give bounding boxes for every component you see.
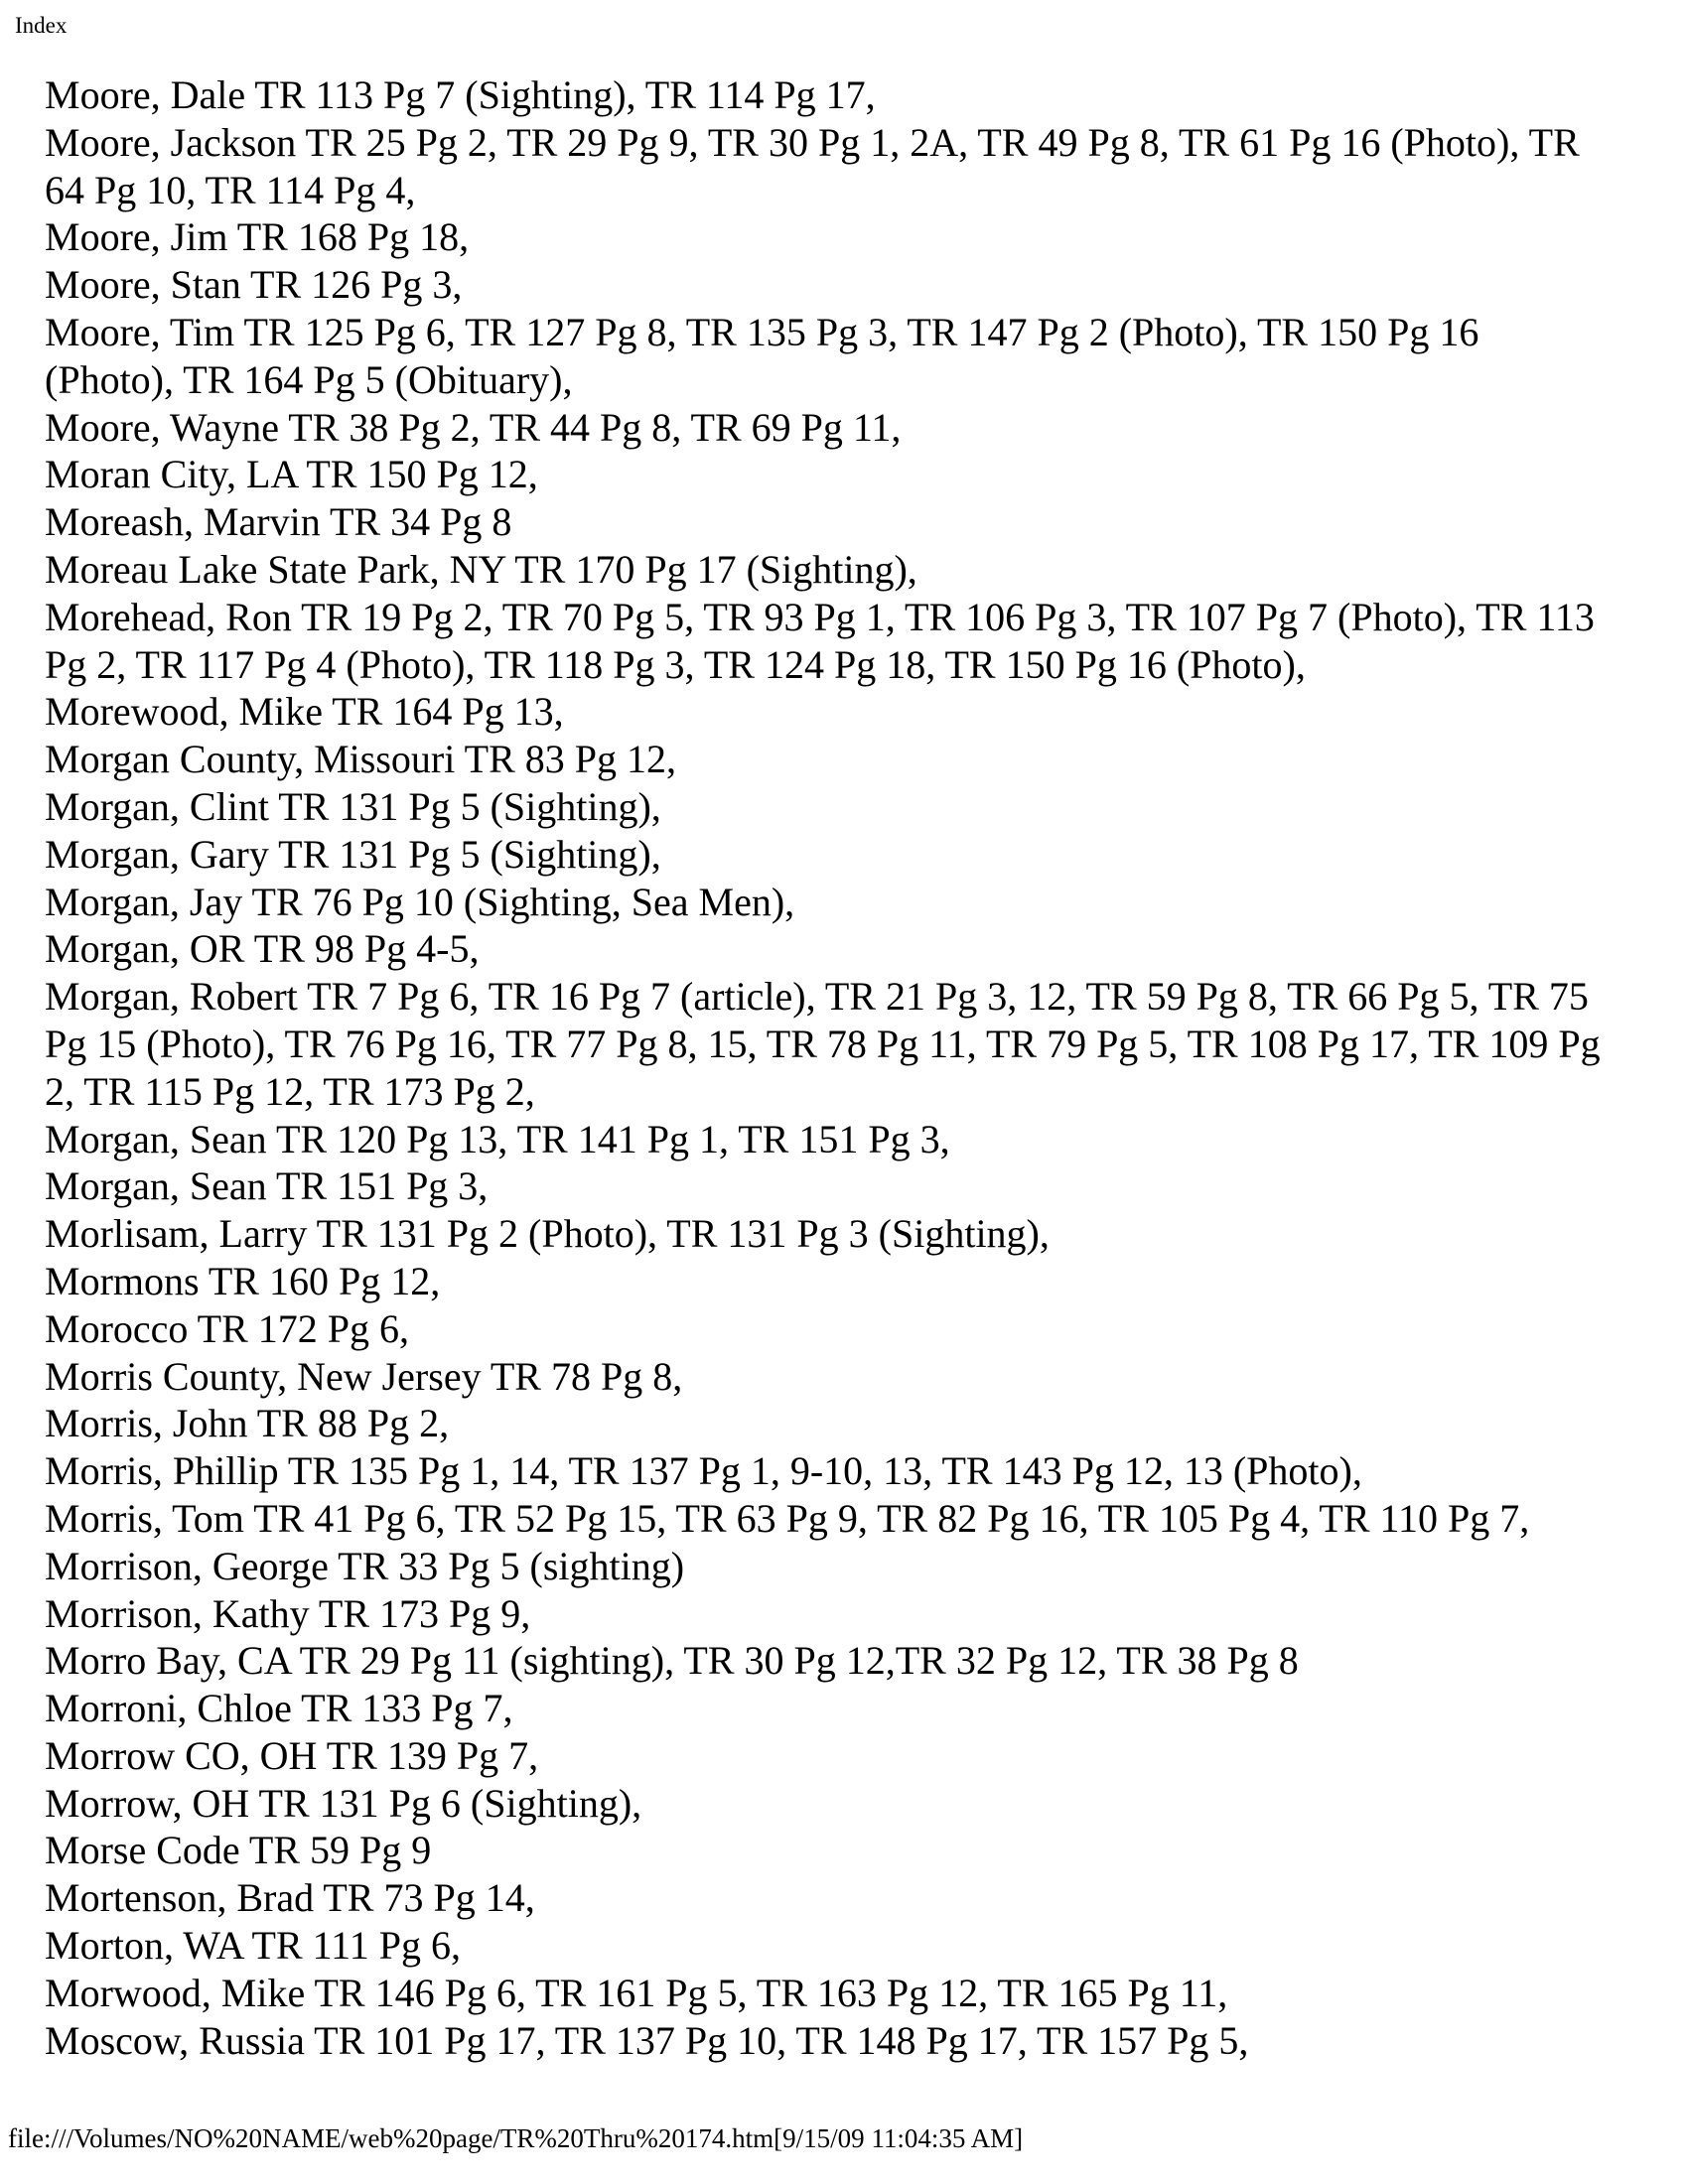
index-line: Pg 15 (Photo), TR 76 Pg 16, TR 77 Pg 8, 15, TR 78 Pg 11, TR 79 Pg 5, TR 108 Pg 17, TR 109 Pg: [45, 1021, 1601, 1066]
index-line: Morris, Phillip TR 135 Pg 1, 14, TR 137 Pg 1, 9-10, 13, TR 143 Pg 12, 13 (Photo),: [45, 1448, 1362, 1494]
index-line: Moreash, Marvin TR 34 Pg 8: [45, 499, 512, 545]
index-line: Morgan, Sean TR 151 Pg 3,: [45, 1163, 489, 1209]
index-line: Morehead, Ron TR 19 Pg 2, TR 70 Pg 5, TR 93 Pg 1, TR 106 Pg 3, TR 107 Pg 7 (Photo), TR 113: [45, 594, 1595, 639]
index-line: Moreau Lake State Park, NY TR 170 Pg 17 (Sighting),: [45, 546, 917, 592]
index-line: (Photo), TR 164 Pg 5 (Obituary),: [45, 356, 573, 402]
index-line: Morrow CO, OH TR 139 Pg 7,: [45, 1732, 539, 1778]
index-line: 64 Pg 10, TR 114 Pg 4,: [45, 167, 416, 212]
index-line: Moore, Stan TR 126 Pg 3,: [45, 262, 463, 308]
page-title: Index: [15, 13, 68, 38]
index-line: Morgan, Sean TR 120 Pg 13, TR 141 Pg 1, TR 151 Pg 3,: [45, 1116, 950, 1161]
index-line: Morewood, Mike TR 164 Pg 13,: [45, 689, 564, 735]
index-line: Morocco TR 172 Pg 6,: [45, 1305, 410, 1351]
index-line: Moran City, LA TR 150 Pg 12,: [45, 452, 538, 497]
index-line: Morgan County, Missouri TR 83 Pg 12,: [45, 737, 676, 782]
index-line: Morris County, New Jersey TR 78 Pg 8,: [45, 1353, 683, 1399]
index-line: Morgan, Robert TR 7 Pg 6, TR 16 Pg 7 (article), TR 21 Pg 3, 12, TR 59 Pg 8, TR 66 Pg 5, TR 75: [45, 974, 1589, 1020]
index-line: Morgan, Jay TR 76 Pg 10 (Sighting, Sea Men),: [45, 879, 795, 924]
index-line: Morrow, OH TR 131 Pg 6 (Sighting),: [45, 1780, 642, 1826]
index-line: 2, TR 115 Pg 12, TR 173 Pg 2,: [45, 1068, 535, 1114]
index-line: Mormons TR 160 Pg 12,: [45, 1258, 441, 1303]
index-line: Moore, Tim TR 125 Pg 6, TR 127 Pg 8, TR 135 Pg 3, TR 147 Pg 2 (Photo), TR 150 Pg 16: [45, 309, 1479, 354]
index-line: Morwood, Mike TR 146 Pg 6, TR 161 Pg 5, TR 163 Pg 12, TR 165 Pg 11,: [45, 1970, 1228, 2015]
index-line: Pg 2, TR 117 Pg 4 (Photo), TR 118 Pg 3, TR 124 Pg 18, TR 150 Pg 16 (Photo),: [45, 641, 1306, 687]
index-line: Morse Code TR 59 Pg 9: [45, 1828, 432, 1873]
index-line: Morro Bay, CA TR 29 Pg 11 (sighting), TR 30 Pg 12,TR 32 Pg 12, TR 38 Pg 8: [45, 1638, 1299, 1684]
index-list: [45, 71, 1601, 2064]
index-line: Morgan, Clint TR 131 Pg 5 (Sighting),: [45, 783, 661, 829]
index-line: Morgan, Gary TR 131 Pg 5 (Sighting),: [45, 831, 661, 877]
index-line: Morton, WA TR 111 Pg 6,: [45, 1923, 461, 1969]
index-line: Morris, Tom TR 41 Pg 6, TR 52 Pg 15, TR 63 Pg 9, TR 82 Pg 16, TR 105 Pg 4, TR 110 Pg 7,: [45, 1495, 1530, 1541]
index-line: Morris, John TR 88 Pg 2,: [45, 1401, 450, 1446]
index-line: Moore, Jackson TR 25 Pg 2, TR 29 Pg 9, TR 30 Pg 1, 2A, TR 49 Pg 8, TR 61 Pg 16 (Photo), TR: [45, 119, 1580, 165]
index-line: Moore, Dale TR 113 Pg 7 (Sighting), TR 114 Pg 17,: [45, 72, 876, 117]
index-line: Moore, Jim TR 168 Pg 18,: [45, 214, 470, 260]
index-line: Morrison, Kathy TR 173 Pg 9,: [45, 1590, 531, 1636]
file-path-footer: file:///Volumes/NO%20NAME/web%20page/TR%20Thru%20174.htm[9/15/09 11:04:35 AM]: [8, 2123, 1024, 2153]
index-line: Moscow, Russia TR 101 Pg 17, TR 137 Pg 10, TR 148 Pg 17, TR 157 Pg 5,: [45, 2017, 1249, 2063]
index-line: Mortenson, Brad TR 73 Pg 14,: [45, 1875, 535, 1921]
index-line: Moore, Wayne TR 38 Pg 2, TR 44 Pg 8, TR 69 Pg 11,: [45, 404, 902, 450]
index-line: Morgan, OR TR 98 Pg 4-5,: [45, 926, 480, 972]
index-line: Morlisam, Larry TR 131 Pg 2 (Photo), TR 131 Pg 3 (Sighting),: [45, 1211, 1050, 1257]
index-line: Morroni, Chloe TR 133 Pg 7,: [45, 1686, 513, 1731]
index-line: Morrison, George TR 33 Pg 5 (sighting): [45, 1543, 685, 1588]
